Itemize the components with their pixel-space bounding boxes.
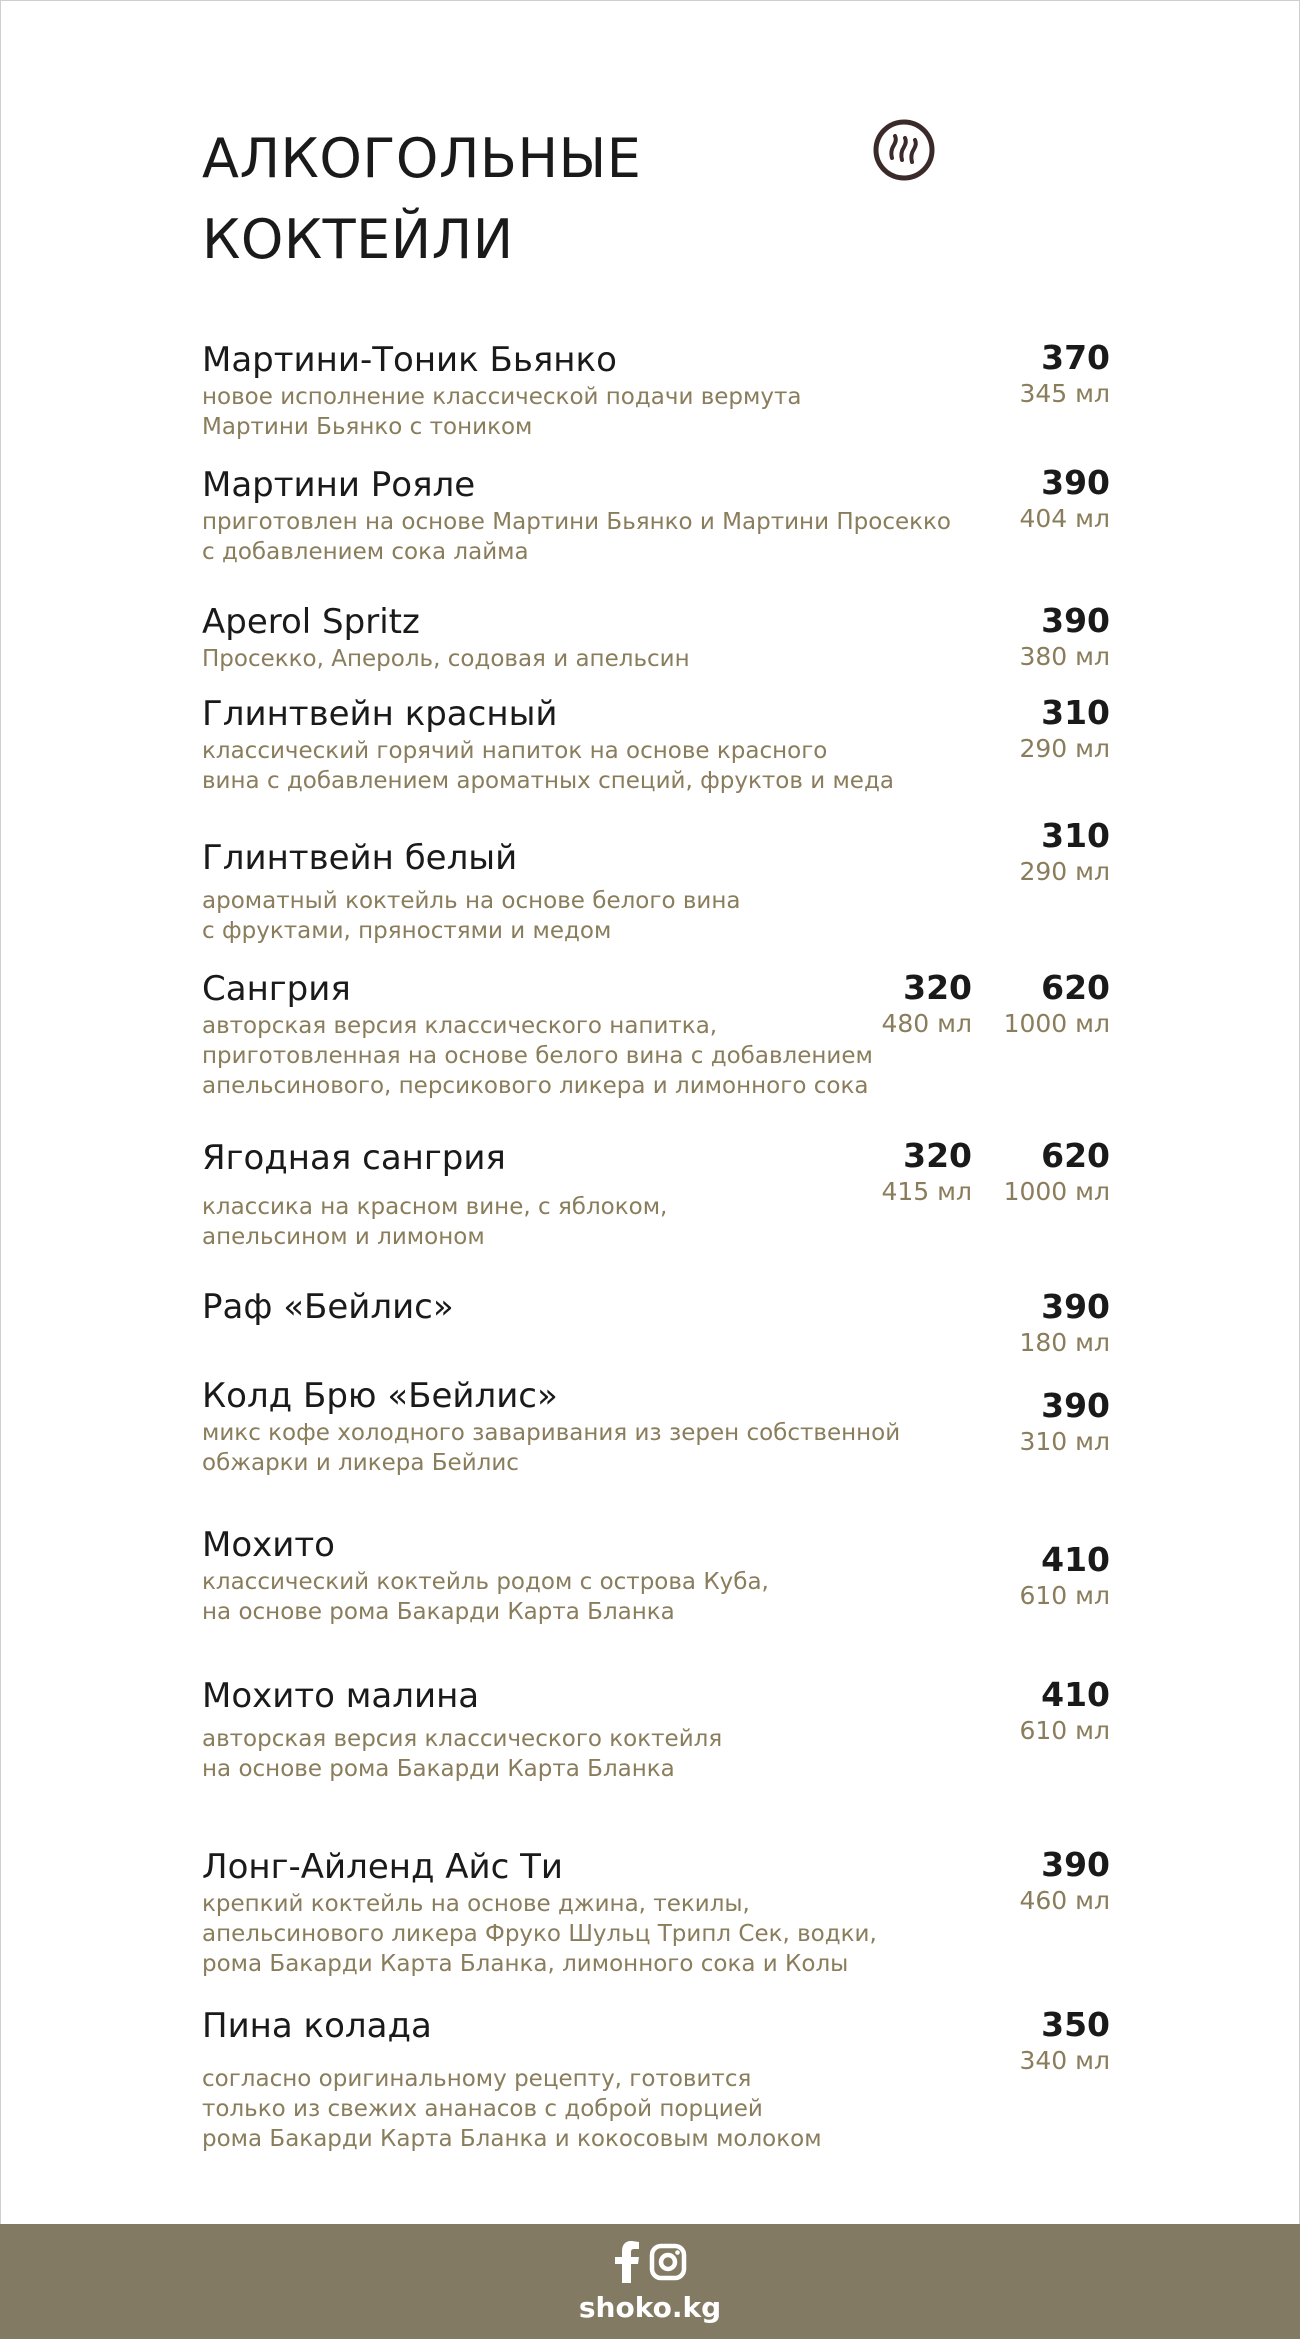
item-name: Глинтвейн белый xyxy=(202,838,518,878)
price-block xyxy=(970,2005,1110,2077)
item-name: Мартини Рояле xyxy=(202,465,476,505)
price-block xyxy=(832,1136,972,1208)
instagram-icon[interactable] xyxy=(649,2243,687,2281)
price-block xyxy=(970,1386,1110,1458)
description-line: с добавлением сока лайма xyxy=(202,539,529,565)
item-name: Мартини-Тоник Бьянко xyxy=(202,340,617,380)
price-block xyxy=(970,1845,1110,1917)
price-block xyxy=(970,1675,1110,1747)
item-volume: 480 мл xyxy=(881,1009,972,1038)
description-line: на основе рома Бакарди Карта Бланка xyxy=(202,1756,675,1782)
price-block xyxy=(832,968,972,1040)
item-price: 320 xyxy=(903,1136,972,1175)
item-name: Глинтвейн красный xyxy=(202,694,558,734)
item-price: 350 xyxy=(1041,2005,1110,2044)
item-volume: 345 мл xyxy=(1019,379,1110,408)
price-block xyxy=(970,1287,1110,1359)
item-name: Ягодная сангрия xyxy=(202,1138,506,1178)
page-title xyxy=(202,118,641,280)
item-name: Колд Брю «Бейлис» xyxy=(202,1376,558,1416)
description-line: авторская версия классического напитка, xyxy=(202,1013,718,1039)
item-name: Лонг-Айленд Айс Ти xyxy=(202,1847,564,1887)
price-block xyxy=(970,463,1110,535)
price-block xyxy=(970,1136,1110,1208)
price-block xyxy=(970,601,1110,673)
title-line-2: КОКТЕЙЛИ xyxy=(202,208,514,271)
social-links xyxy=(611,2238,689,2286)
item-volume: 415 мл xyxy=(881,1177,972,1206)
shoko-logo-icon xyxy=(872,118,936,182)
description-line: согласно оригинальному рецепту, готовится xyxy=(202,2066,752,2092)
item-price: 390 xyxy=(1041,463,1110,502)
description-line: классика на красном вине, с яблоком, xyxy=(202,1194,668,1220)
description-line: рома Бакарди Карта Бланка и кокосовым молоком xyxy=(202,2126,822,2152)
item-price: 370 xyxy=(1041,338,1110,377)
description-line: авторская версия классического коктейля xyxy=(202,1726,723,1752)
title-line-1: АЛКОГОЛЬНЫЕ xyxy=(202,127,642,190)
item-price: 410 xyxy=(1041,1675,1110,1714)
description-line: микс кофе холодного заваривания из зерен собственной xyxy=(202,1420,901,1446)
description-line: классический коктейль родом с острова Куба, xyxy=(202,1569,769,1595)
item-price: 390 xyxy=(1041,1845,1110,1884)
item-volume: 290 мл xyxy=(1019,734,1110,763)
item-price: 390 xyxy=(1041,1386,1110,1425)
item-price: 320 xyxy=(903,968,972,1007)
site-url[interactable]: shoko.kg xyxy=(578,2291,722,2324)
description-line: обжарки и ликера Бейлис xyxy=(202,1450,519,1476)
description-line: новое исполнение классической подачи вермута xyxy=(202,384,802,410)
description-line: Просекко, Апероль, содовая и апельсин xyxy=(202,646,690,672)
item-volume: 610 мл xyxy=(1019,1581,1110,1610)
description-line: апельсинового ликера Фруко Шульц Трипл Сек, водки, xyxy=(202,1921,877,1947)
item-volume: 1000 мл xyxy=(1003,1009,1110,1038)
description-line: Мартини Бьянко с тоником xyxy=(202,414,533,440)
item-volume: 1000 мл xyxy=(1003,1177,1110,1206)
description-line: приготовлен на основе Мартини Бьянко и Мартини Просекко xyxy=(202,509,951,535)
item-name: Сангрия xyxy=(202,969,351,1009)
item-name: Aperol Spritz xyxy=(202,602,420,642)
description-line: ароматный коктейль на основе белого вина xyxy=(202,888,741,914)
item-price: 390 xyxy=(1041,601,1110,640)
description-line: с фруктами, пряностями и медом xyxy=(202,918,612,944)
item-price: 620 xyxy=(1041,968,1110,1007)
price-block xyxy=(970,968,1110,1040)
facebook-icon[interactable] xyxy=(613,2241,641,2283)
description-line: апельсином и лимоном xyxy=(202,1224,485,1250)
item-price: 310 xyxy=(1041,693,1110,732)
description-line: только из свежих ананасов с доброй порцией xyxy=(202,2096,763,2122)
description-line: вина с добавлением ароматных специй, фруктов и меда xyxy=(202,768,894,794)
price-block xyxy=(970,693,1110,765)
item-volume: 404 мл xyxy=(1019,504,1110,533)
item-description xyxy=(202,2064,1110,2154)
item-volume: 610 мл xyxy=(1019,1716,1110,1745)
item-description xyxy=(202,886,1110,946)
item-volume: 310 мл xyxy=(1019,1427,1110,1456)
description-line: крепкий коктейль на основе джина, текилы, xyxy=(202,1891,750,1917)
description-line: рома Бакарди Карта Бланка, лимонного сока и Колы xyxy=(202,1951,849,1977)
item-name: Пина колада xyxy=(202,2006,432,2046)
price-block xyxy=(970,1540,1110,1612)
item-name: Мохито xyxy=(202,1525,335,1565)
item-name: Раф «Бейлис» xyxy=(202,1287,454,1327)
price-block xyxy=(970,816,1110,888)
item-volume: 290 мл xyxy=(1019,857,1110,886)
price-block xyxy=(970,338,1110,410)
item-price: 410 xyxy=(1041,1540,1110,1579)
item-volume: 460 мл xyxy=(1019,1886,1110,1915)
item-name: Мохито малина xyxy=(202,1676,480,1716)
description-line: апельсинового, персикового ликера и лимонного сока xyxy=(202,1073,869,1099)
description-line: на основе рома Бакарди Карта Бланка xyxy=(202,1599,675,1625)
item-price: 620 xyxy=(1041,1136,1110,1175)
item-volume: 340 мл xyxy=(1019,2046,1110,2075)
description-line: приготовленная на основе белого вина с добавлением xyxy=(202,1043,873,1069)
description-line: классический горячий напиток на основе красного xyxy=(202,738,828,764)
item-volume: 180 мл xyxy=(1019,1328,1110,1357)
item-price: 310 xyxy=(1041,816,1110,855)
item-volume: 380 мл xyxy=(1019,642,1110,671)
item-price: 390 xyxy=(1041,1287,1110,1326)
